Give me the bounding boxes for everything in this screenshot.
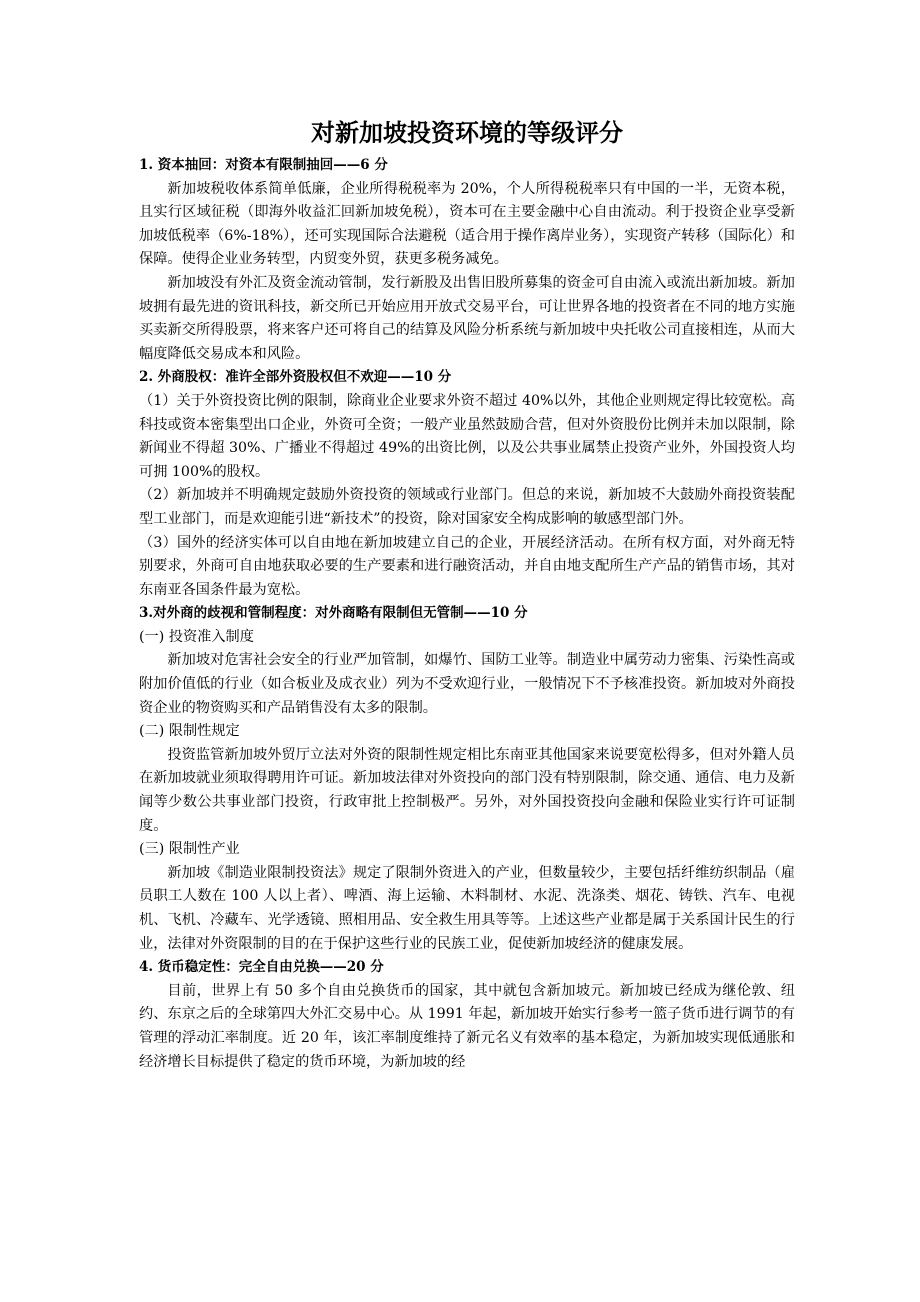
- section-1-heading: 1. 资本抽回：对资本有限制抽回——6 分: [139, 157, 388, 173]
- section-2-paragraph-1: （1）关于外资投资比例的限制，除商业企业要求外资不超过 40%以外，其他企业则规定得比较宽松。高科技或资本密集型出口企业，外资可全资；一般产业虽然鼓励合营，但对外资股份比例并未加以限制，除新闻业不得超 30%、广播业不得超过 49%的出资比例，以及公共事业属禁止投资产业外，外国投资人均可拥 100%的股权。: [139, 392, 795, 480]
- section-2-paragraph-3: （3）国外的经济实体可以自由地在新加坡建立自己的企业，开展经济活动。在所有权方面，对外商无特别要求，外商可自由地获取必要的生产要素和进行融资活动，并自由地支配所生产产品的销售市场，其对东南亚各国条件最为宽松。: [139, 534, 795, 598]
- subsection-3-heading: (三) 限制性产业: [139, 841, 240, 858]
- section-2-heading: 2. 外商股权：准许全部外资股权但不欢迎——10 分: [139, 369, 452, 386]
- section-1-paragraph-1: 新加坡税收体系简单低廉，企业所得税税率为 20%，个人所得税税率只有中国的一半，无资本税，且实行区域征税（即海外收益汇回新加坡免税），资本可在主要金融中心自由流动。利于投资企业享受新加坡低税率（6%-18%），还可实现国际合法避税（适合用于操作离岸业务），实现资产转移（国际化）和保障。使得企业业务转型，内贸变外贸，获更多税务减免。: [139, 180, 795, 268]
- document-page: [139, 116, 795, 1074]
- subsection-3-paragraph: 新加坡《制造业限制投资法》规定了限制外资进入的产业，但数量较少，主要包括纤维纺织制品（雇员职工人数在 100 人以上者）、啤酒、海上运输、木料制材、水泥、洗涤类、烟花、铸铁、汽车、电视机、飞机、冷藏车、光学透镜、照相用品、安全救生用具等等。上述这些产业都是属于关系国计民生的行业，法律对外资限制的目的在于保护这些行业的民族工业，促使新加坡经济的健康发展。: [139, 864, 795, 952]
- subsection-1-paragraph: 新加坡对危害社会安全的行业严加管制，如爆竹、国防工业等。制造业中属劳动力密集、污染性高或附加价值低的行业（如合板业及成衣业）列为不受欢迎行业，一般情况下不予核准投资。新加坡对外商投资企业的物资购买和产品销售没有太多的限制。: [139, 652, 795, 716]
- subsection-1-heading: (一) 投资准入制度: [139, 628, 254, 645]
- section-2-paragraph-2: （2）新加坡并不明确规定鼓励外资投资的领域或行业部门。但总的来说，新加坡不大鼓励外商投资装配型工业部门，而是欢迎能引进“新技术”的投资，除对国家安全构成影响的敏感型部门外。: [139, 487, 795, 527]
- section-3-heading: 3.对外商的歧视和管制程度：对外商略有限制但无管制——10 分: [139, 605, 528, 622]
- subsection-2-paragraph: 投资监管新加坡外贸厅立法对外资的限制性规定相比东南亚其他国家来说要宽松得多，但对外籍人员在新加坡就业须取得聘用许可证。新加坡法律对外资投向的部门没有特别限制，除交通、通信、电力及新闻等少数公共事业部门投资，行政审批上控制极严。另外，对外国投资投向金融和保险业实行许可证制度。: [139, 746, 795, 834]
- section-1-paragraph-2: 新加坡没有外汇及资金流动管制，发行新股及出售旧股所募集的资金可自由流入或流出新加坡。新加坡拥有最先进的资讯科技，新交所已开始应用开放式交易平台，可让世界各地的投资者在不同的地方实施买卖新交所得股票，将来客户还可将自己的结算及风险分析系统与新加坡中央托收公司直接相连，从而大幅度降低交易成本和风险。: [139, 274, 795, 362]
- document-title: 对新加坡投资环境的等级评分: [311, 118, 623, 147]
- section-4-heading: 4. 货币稳定性：完全自由兑换——20 分: [139, 959, 384, 976]
- subsection-2-heading: (二) 限制性规定: [139, 723, 240, 740]
- section-4-paragraph-1: 目前，世界上有 50 多个自由兑换货币的国家，其中就包含新加坡元。新加坡已经成为继伦敦、纽约、东京之后的全球第四大外汇交易中心。从 1991 年起，新加坡开始实行参考一篮子货币进行调节的有管理的浮动汇率制度。近 20 年，该汇率制度维持了新元名义有效率的基本稳定，为新加坡实现低通胀和经济增长目标提供了稳定的货币环境，为新加坡的经: [139, 982, 795, 1070]
